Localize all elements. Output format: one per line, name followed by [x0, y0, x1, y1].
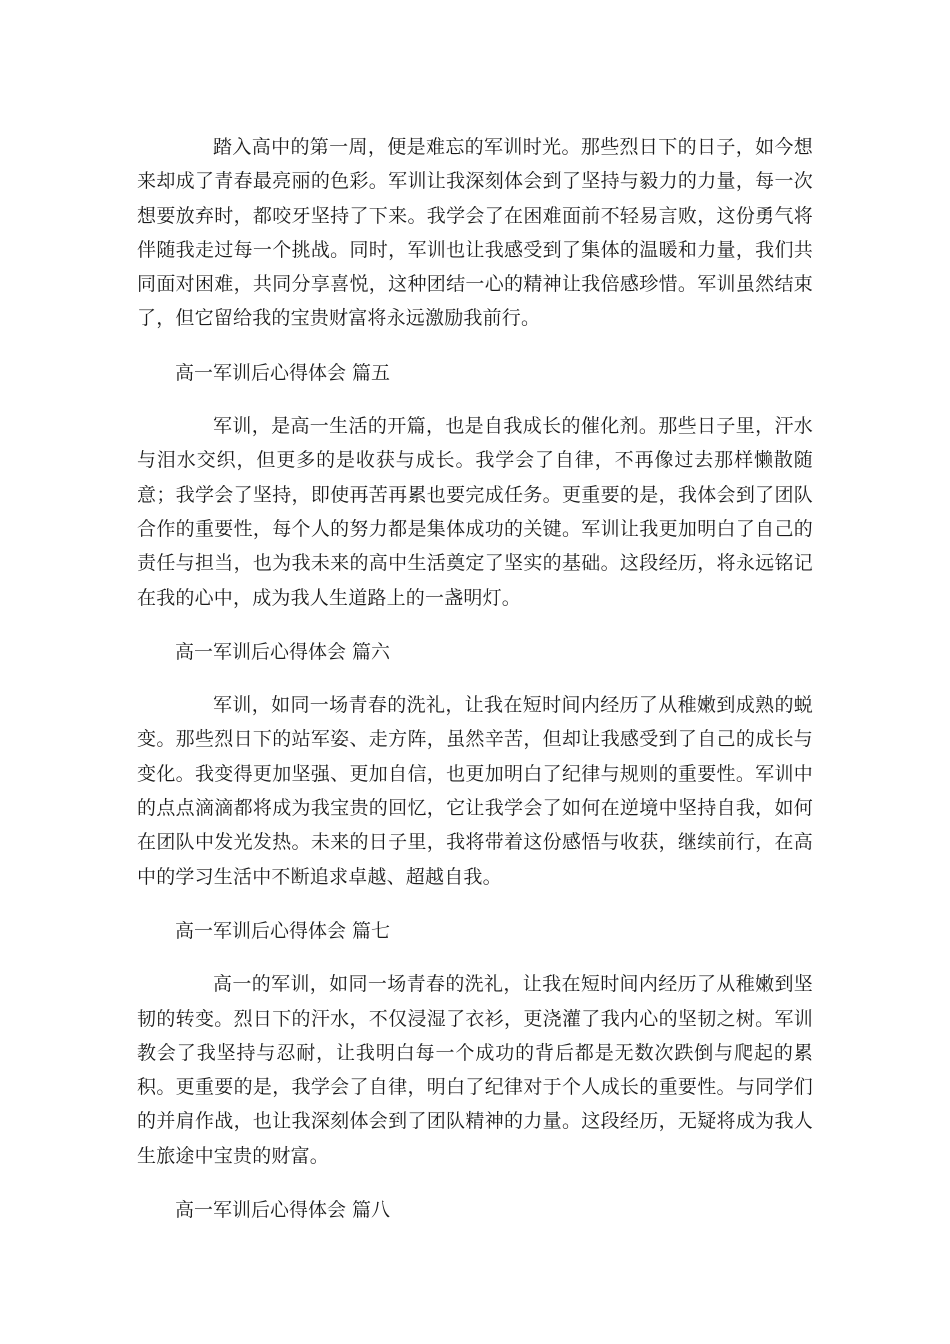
paragraph-6: 军训，如同一场青春的洗礼，让我在短时间内经历了从稚嫩到成熟的蜕变。那些烈日下的站军姿、走方阵，虽然辛苦，但却让我感受到了自己的成长与变化。我变得更加坚强、更加自信，也更加明白了纪律与规则的重要性。军训中的点点滴滴都将成为我宝贵的回忆，它让我学会了如何在逆境中坚持自我，如何在团队中发光发热。未来的日子里，我将带着这份感悟与收获，继续前行，在高中的学习生活中不断追求卓越、超越自我。 [137, 694, 813, 888]
section-heading-5: 高一军训后心得体会 篇五 [175, 361, 391, 384]
section-heading-7: 高一军训后心得体会 篇七 [175, 919, 391, 942]
document-page [137, 130, 813, 1227]
paragraph-5: 军训，是高一生活的开篇，也是自我成长的催化剂。那些日子里，汗水与泪水交织，但更多的是收获与成长。我学会了自律，不再像过去那样懒散随意；我学会了坚持，即使再苦再累也要完成任务。更重要的是，我体会到了团队合作的重要性，每个人的努力都是集体成功的关键。军训让我更加明白了自己的责任与担当，也为我未来的高中生活奠定了坚实的基础。这段经历，将永远铭记在我的心中，成为我人生道路上的一盏明灯。 [137, 415, 813, 609]
section-heading-6: 高一军训后心得体会 篇六 [175, 640, 391, 663]
paragraph-7: 高一的军训，如同一场青春的洗礼，让我在短时间内经历了从稚嫩到坚韧的转变。烈日下的汗水，不仅浸湿了衣衫，更浇灌了我内心的坚韧之树。军训教会了我坚持与忍耐，让我明白每一个成功的背后都是无数次跌倒与爬起的累积。更重要的是，我学会了自律，明白了纪律对于个人成长的重要性。与同学们的并肩作战，也让我深刻体会到了团队精神的力量。这段经历，无疑将成为我人生旅途中宝贵的财富。 [137, 973, 813, 1167]
paragraph-1: 踏入高中的第一周，便是难忘的军训时光。那些烈日下的日子，如今想来却成了青春最亮丽的色彩。军训让我深刻体会到了坚持与毅力的力量，每一次想要放弃时，都咬牙坚持了下来。我学会了在困难面前不轻易言败，这份勇气将伴随我走过每一个挑战。同时，军训也让我感受到了集体的温暖和力量，我们共同面对困难，共同分享喜悦，这种团结一心的精神让我倍感珍惜。军训虽然结束了，但它留给我的宝贵财富将永远激励我前行。 [137, 136, 813, 330]
section-heading-8: 高一军训后心得体会 篇八 [175, 1199, 391, 1222]
